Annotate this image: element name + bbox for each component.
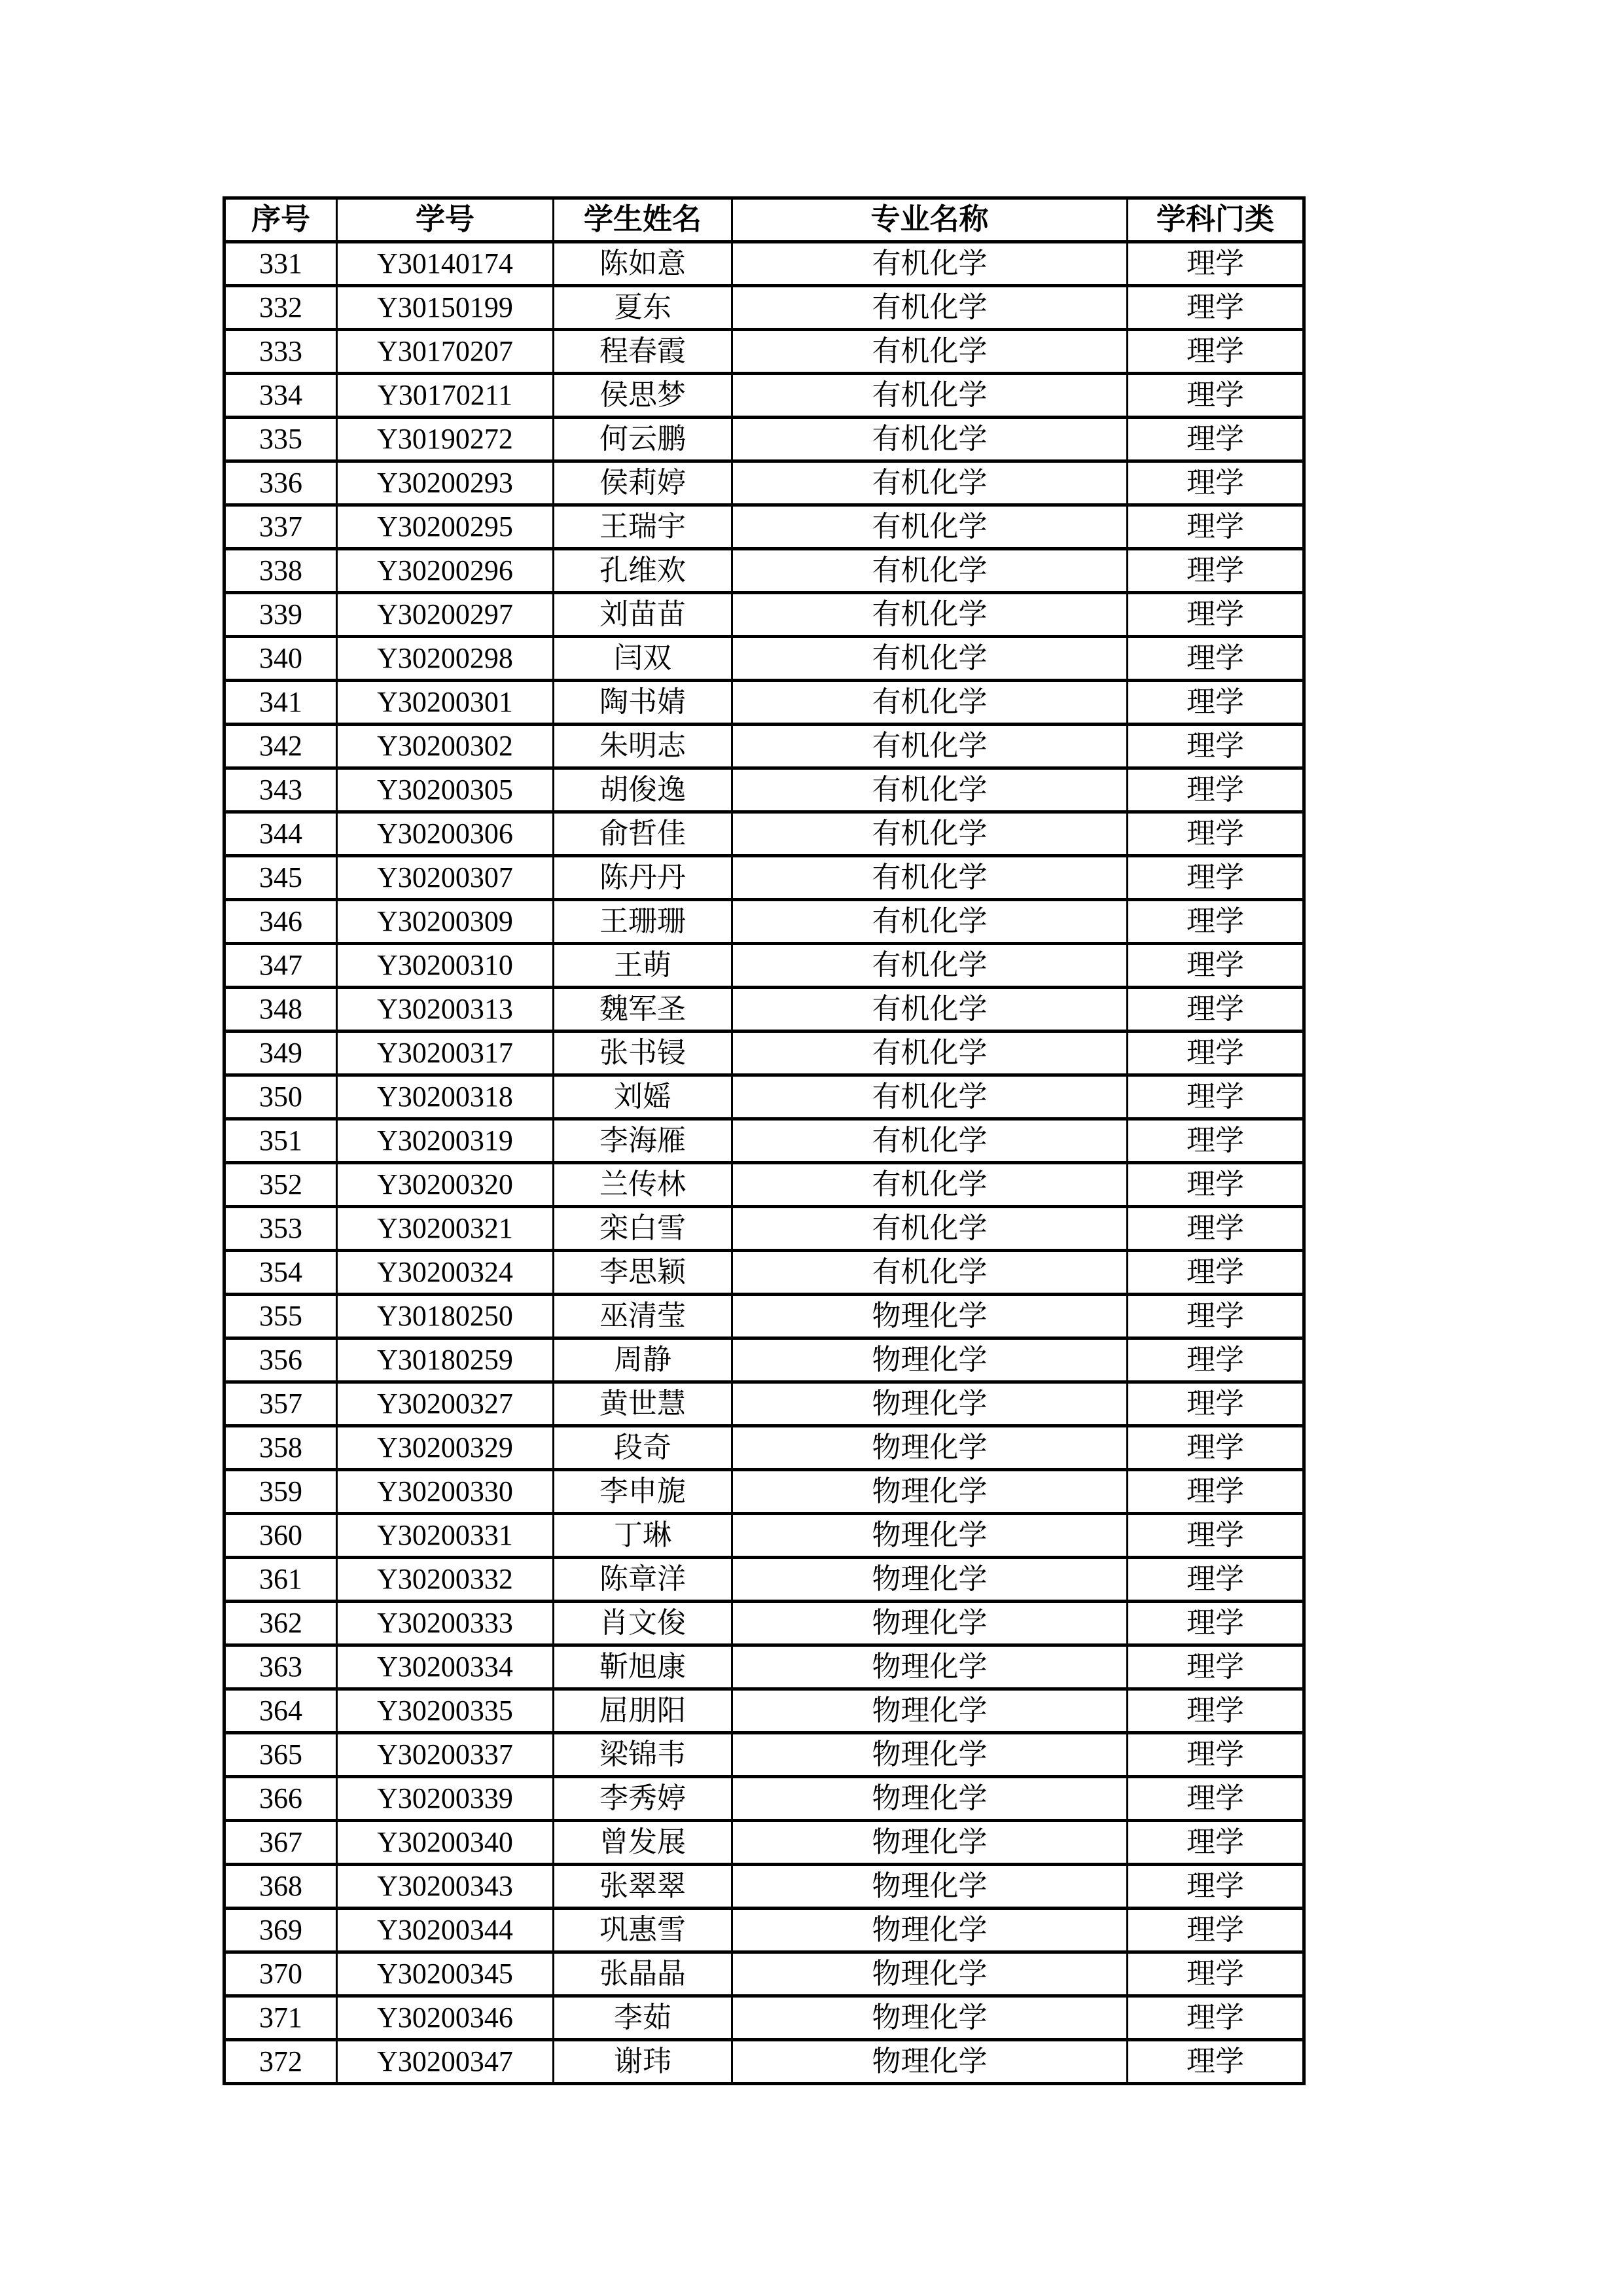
cell-student-name: 闫双 — [554, 637, 732, 681]
cell-student-name: 魏军圣 — [554, 988, 732, 1031]
cell-discipline: 理学 — [1128, 1952, 1304, 1996]
cell-student-id: Y30200344 — [337, 1909, 554, 1952]
cell-discipline: 理学 — [1128, 1733, 1304, 1777]
cell-discipline: 理学 — [1128, 1426, 1304, 1470]
cell-serial: 360 — [224, 1514, 337, 1558]
table-row — [224, 637, 1304, 681]
cell-major: 有机化学 — [732, 461, 1128, 505]
cell-student-id: Y30200337 — [337, 1733, 554, 1777]
cell-serial: 368 — [224, 1865, 337, 1909]
cell-major: 有机化学 — [732, 374, 1128, 418]
cell-serial: 352 — [224, 1163, 337, 1207]
cell-student-name: 陈章洋 — [554, 1558, 732, 1602]
cell-discipline: 理学 — [1128, 1119, 1304, 1163]
column-header-major: 专业名称 — [732, 198, 1128, 242]
cell-student-name: 曾发展 — [554, 1821, 732, 1865]
cell-serial: 347 — [224, 944, 337, 988]
cell-student-name: 王瑞宇 — [554, 505, 732, 549]
cell-major: 有机化学 — [732, 1119, 1128, 1163]
column-header-discipline: 学科门类 — [1128, 198, 1304, 242]
table-row — [224, 242, 1304, 286]
cell-student-id: Y30200306 — [337, 812, 554, 856]
cell-student-id: Y30200333 — [337, 1602, 554, 1645]
cell-student-id: Y30200339 — [337, 1777, 554, 1821]
table-row — [224, 330, 1304, 374]
cell-discipline: 理学 — [1128, 1865, 1304, 1909]
cell-serial: 350 — [224, 1075, 337, 1119]
cell-student-name: 李申旎 — [554, 1470, 732, 1514]
cell-major: 有机化学 — [732, 286, 1128, 330]
cell-discipline: 理学 — [1128, 505, 1304, 549]
cell-student-id: Y30200319 — [337, 1119, 554, 1163]
cell-student-id: Y30150199 — [337, 286, 554, 330]
cell-serial: 343 — [224, 768, 337, 812]
cell-student-name: 刘媱 — [554, 1075, 732, 1119]
cell-student-name: 陶书婧 — [554, 681, 732, 725]
table-row — [224, 461, 1304, 505]
cell-serial: 351 — [224, 1119, 337, 1163]
cell-serial: 349 — [224, 1031, 337, 1075]
cell-discipline: 理学 — [1128, 900, 1304, 944]
cell-student-name: 靳旭康 — [554, 1645, 732, 1689]
cell-serial: 340 — [224, 637, 337, 681]
table-row — [224, 418, 1304, 461]
cell-student-name: 周静 — [554, 1338, 732, 1382]
cell-major: 物理化学 — [732, 1865, 1128, 1909]
cell-discipline: 理学 — [1128, 637, 1304, 681]
cell-student-id: Y30200310 — [337, 944, 554, 988]
cell-discipline: 理学 — [1128, 1602, 1304, 1645]
column-header-student-id: 学号 — [337, 198, 554, 242]
cell-discipline: 理学 — [1128, 374, 1304, 418]
cell-student-id: Y30200330 — [337, 1470, 554, 1514]
table-row — [224, 2040, 1304, 2084]
cell-major: 物理化学 — [732, 1996, 1128, 2040]
cell-student-name: 王萌 — [554, 944, 732, 988]
cell-student-name: 张翠翠 — [554, 1865, 732, 1909]
cell-discipline: 理学 — [1128, 768, 1304, 812]
cell-serial: 371 — [224, 1996, 337, 2040]
table-row — [224, 593, 1304, 637]
cell-student-id: Y30140174 — [337, 242, 554, 286]
student-roster-table — [223, 196, 1306, 2085]
cell-student-name: 侯思梦 — [554, 374, 732, 418]
cell-discipline: 理学 — [1128, 1163, 1304, 1207]
table-row — [224, 725, 1304, 768]
cell-student-name: 李茹 — [554, 1996, 732, 2040]
cell-student-id: Y30200293 — [337, 461, 554, 505]
cell-discipline: 理学 — [1128, 1689, 1304, 1733]
cell-major: 有机化学 — [732, 725, 1128, 768]
cell-discipline: 理学 — [1128, 1295, 1304, 1338]
table-row — [224, 1514, 1304, 1558]
cell-serial: 372 — [224, 2040, 337, 2084]
table-row — [224, 374, 1304, 418]
cell-major: 物理化学 — [732, 1382, 1128, 1426]
table-row — [224, 900, 1304, 944]
table-row — [224, 1733, 1304, 1777]
cell-major: 有机化学 — [732, 1251, 1128, 1295]
cell-student-id: Y30170207 — [337, 330, 554, 374]
cell-major: 有机化学 — [732, 856, 1128, 900]
cell-student-id: Y30200327 — [337, 1382, 554, 1426]
cell-student-name: 丁琳 — [554, 1514, 732, 1558]
cell-student-name: 张书锓 — [554, 1031, 732, 1075]
cell-discipline: 理学 — [1128, 418, 1304, 461]
cell-major: 有机化学 — [732, 768, 1128, 812]
cell-student-id: Y30180259 — [337, 1338, 554, 1382]
table-row — [224, 1207, 1304, 1251]
cell-serial: 339 — [224, 593, 337, 637]
table-row — [224, 856, 1304, 900]
cell-major: 物理化学 — [732, 2040, 1128, 2084]
cell-student-id: Y30200305 — [337, 768, 554, 812]
cell-student-id: Y30200347 — [337, 2040, 554, 2084]
table-row — [224, 1602, 1304, 1645]
cell-major: 物理化学 — [732, 1558, 1128, 1602]
cell-student-id: Y30200345 — [337, 1952, 554, 1996]
cell-serial: 364 — [224, 1689, 337, 1733]
cell-discipline: 理学 — [1128, 1909, 1304, 1952]
cell-serial: 365 — [224, 1733, 337, 1777]
column-header-serial: 序号 — [224, 198, 337, 242]
cell-serial: 342 — [224, 725, 337, 768]
cell-student-name: 陈丹丹 — [554, 856, 732, 900]
cell-discipline: 理学 — [1128, 2040, 1304, 2084]
table-row — [224, 1689, 1304, 1733]
cell-major: 物理化学 — [732, 1689, 1128, 1733]
cell-discipline: 理学 — [1128, 1382, 1304, 1426]
cell-major: 物理化学 — [732, 1338, 1128, 1382]
table-row — [224, 1163, 1304, 1207]
cell-student-id: Y30200302 — [337, 725, 554, 768]
cell-major: 有机化学 — [732, 1031, 1128, 1075]
cell-major: 有机化学 — [732, 1207, 1128, 1251]
cell-major: 物理化学 — [732, 1602, 1128, 1645]
cell-serial: 353 — [224, 1207, 337, 1251]
cell-student-id: Y30200321 — [337, 1207, 554, 1251]
cell-serial: 358 — [224, 1426, 337, 1470]
cell-major: 有机化学 — [732, 944, 1128, 988]
table-row — [224, 286, 1304, 330]
cell-serial: 348 — [224, 988, 337, 1031]
cell-major: 有机化学 — [732, 242, 1128, 286]
table-row — [224, 812, 1304, 856]
cell-discipline: 理学 — [1128, 1251, 1304, 1295]
cell-major: 物理化学 — [732, 1426, 1128, 1470]
cell-serial: 363 — [224, 1645, 337, 1689]
cell-major: 有机化学 — [732, 681, 1128, 725]
cell-discipline: 理学 — [1128, 1996, 1304, 2040]
table-row — [224, 1295, 1304, 1338]
cell-discipline: 理学 — [1128, 1075, 1304, 1119]
cell-student-name: 段奇 — [554, 1426, 732, 1470]
table-row — [224, 1075, 1304, 1119]
table-row — [224, 988, 1304, 1031]
cell-discipline: 理学 — [1128, 681, 1304, 725]
cell-major: 物理化学 — [732, 1821, 1128, 1865]
cell-student-name: 兰传林 — [554, 1163, 732, 1207]
cell-discipline: 理学 — [1128, 461, 1304, 505]
cell-student-id: Y30200313 — [337, 988, 554, 1031]
cell-student-name: 王珊珊 — [554, 900, 732, 944]
cell-student-id: Y30200307 — [337, 856, 554, 900]
table-row — [224, 1470, 1304, 1514]
cell-major: 有机化学 — [732, 988, 1128, 1031]
cell-serial: 331 — [224, 242, 337, 286]
cell-student-id: Y30200309 — [337, 900, 554, 944]
cell-discipline: 理学 — [1128, 1777, 1304, 1821]
cell-discipline: 理学 — [1128, 549, 1304, 593]
cell-student-name: 张晶晶 — [554, 1952, 732, 1996]
table-row — [224, 1426, 1304, 1470]
cell-major: 有机化学 — [732, 593, 1128, 637]
cell-discipline: 理学 — [1128, 1338, 1304, 1382]
column-header-name: 学生姓名 — [554, 198, 732, 242]
table-row — [224, 1777, 1304, 1821]
cell-serial: 333 — [224, 330, 337, 374]
table-header-row — [224, 198, 1304, 242]
table-row — [224, 1558, 1304, 1602]
cell-major: 物理化学 — [732, 1514, 1128, 1558]
cell-student-name: 程春霞 — [554, 330, 732, 374]
cell-student-name: 李秀婷 — [554, 1777, 732, 1821]
cell-student-id: Y30180250 — [337, 1295, 554, 1338]
cell-student-id: Y30200346 — [337, 1996, 554, 2040]
cell-discipline: 理学 — [1128, 1558, 1304, 1602]
cell-major: 物理化学 — [732, 1733, 1128, 1777]
table-row — [224, 1821, 1304, 1865]
cell-serial: 370 — [224, 1952, 337, 1996]
cell-serial: 367 — [224, 1821, 337, 1865]
cell-major: 有机化学 — [732, 1163, 1128, 1207]
cell-student-name: 肖文俊 — [554, 1602, 732, 1645]
table-row — [224, 1382, 1304, 1426]
cell-major: 物理化学 — [732, 1952, 1128, 1996]
table-row — [224, 1031, 1304, 1075]
cell-discipline: 理学 — [1128, 1470, 1304, 1514]
cell-discipline: 理学 — [1128, 593, 1304, 637]
cell-serial: 362 — [224, 1602, 337, 1645]
cell-serial: 354 — [224, 1251, 337, 1295]
cell-student-name: 俞哲佳 — [554, 812, 732, 856]
cell-discipline: 理学 — [1128, 856, 1304, 900]
cell-serial: 337 — [224, 505, 337, 549]
table-row — [224, 768, 1304, 812]
cell-student-id: Y30170211 — [337, 374, 554, 418]
table-body — [224, 242, 1304, 2084]
cell-student-name: 侯莉婷 — [554, 461, 732, 505]
cell-discipline: 理学 — [1128, 1645, 1304, 1689]
cell-student-id: Y30200317 — [337, 1031, 554, 1075]
table-row — [224, 681, 1304, 725]
cell-major: 物理化学 — [732, 1909, 1128, 1952]
cell-serial: 334 — [224, 374, 337, 418]
cell-student-id: Y30200296 — [337, 549, 554, 593]
cell-student-id: Y30200332 — [337, 1558, 554, 1602]
cell-serial: 336 — [224, 461, 337, 505]
cell-student-id: Y30200301 — [337, 681, 554, 725]
cell-student-id: Y30200318 — [337, 1075, 554, 1119]
cell-serial: 366 — [224, 1777, 337, 1821]
cell-discipline: 理学 — [1128, 1514, 1304, 1558]
cell-student-name: 李思颖 — [554, 1251, 732, 1295]
cell-discipline: 理学 — [1128, 725, 1304, 768]
cell-student-name: 何云鹏 — [554, 418, 732, 461]
cell-major: 有机化学 — [732, 1075, 1128, 1119]
cell-major: 有机化学 — [732, 812, 1128, 856]
table-row — [224, 505, 1304, 549]
table-row — [224, 1645, 1304, 1689]
table-row — [224, 1909, 1304, 1952]
cell-major: 有机化学 — [732, 505, 1128, 549]
cell-major: 物理化学 — [732, 1295, 1128, 1338]
cell-student-name: 谢玮 — [554, 2040, 732, 2084]
cell-student-name: 屈朋阳 — [554, 1689, 732, 1733]
cell-discipline: 理学 — [1128, 330, 1304, 374]
cell-student-name: 夏东 — [554, 286, 732, 330]
cell-student-name: 巩惠雪 — [554, 1909, 732, 1952]
cell-student-id: Y30200295 — [337, 505, 554, 549]
table-row — [224, 1119, 1304, 1163]
cell-discipline: 理学 — [1128, 1821, 1304, 1865]
table-row — [224, 1952, 1304, 1996]
cell-serial: 346 — [224, 900, 337, 944]
cell-major: 物理化学 — [732, 1645, 1128, 1689]
table-row — [224, 944, 1304, 988]
cell-serial: 335 — [224, 418, 337, 461]
cell-student-name: 梁锦韦 — [554, 1733, 732, 1777]
cell-student-name: 黄世慧 — [554, 1382, 732, 1426]
cell-student-name: 李海雁 — [554, 1119, 732, 1163]
cell-student-name: 栾白雪 — [554, 1207, 732, 1251]
cell-major: 有机化学 — [732, 330, 1128, 374]
cell-student-id: Y30200331 — [337, 1514, 554, 1558]
cell-major: 有机化学 — [732, 549, 1128, 593]
cell-discipline: 理学 — [1128, 286, 1304, 330]
cell-serial: 338 — [224, 549, 337, 593]
cell-serial: 344 — [224, 812, 337, 856]
cell-serial: 341 — [224, 681, 337, 725]
cell-major: 物理化学 — [732, 1470, 1128, 1514]
cell-student-id: Y30200298 — [337, 637, 554, 681]
cell-serial: 359 — [224, 1470, 337, 1514]
cell-student-id: Y30200335 — [337, 1689, 554, 1733]
cell-major: 有机化学 — [732, 418, 1128, 461]
cell-student-id: Y30200343 — [337, 1865, 554, 1909]
table-row — [224, 1865, 1304, 1909]
cell-major: 有机化学 — [732, 900, 1128, 944]
cell-discipline: 理学 — [1128, 242, 1304, 286]
cell-student-name: 朱明志 — [554, 725, 732, 768]
cell-student-name: 巫清莹 — [554, 1295, 732, 1338]
cell-discipline: 理学 — [1128, 1207, 1304, 1251]
cell-student-id: Y30200329 — [337, 1426, 554, 1470]
cell-major: 有机化学 — [732, 637, 1128, 681]
table-row — [224, 549, 1304, 593]
cell-serial: 361 — [224, 1558, 337, 1602]
table-row — [224, 1251, 1304, 1295]
cell-serial: 369 — [224, 1909, 337, 1952]
table-row — [224, 1996, 1304, 2040]
cell-serial: 356 — [224, 1338, 337, 1382]
cell-discipline: 理学 — [1128, 988, 1304, 1031]
cell-discipline: 理学 — [1128, 1031, 1304, 1075]
cell-student-name: 刘苗苗 — [554, 593, 732, 637]
cell-student-name: 孔维欢 — [554, 549, 732, 593]
cell-student-id: Y30200324 — [337, 1251, 554, 1295]
cell-student-id: Y30200340 — [337, 1821, 554, 1865]
cell-serial: 357 — [224, 1382, 337, 1426]
cell-student-name: 胡俊逸 — [554, 768, 732, 812]
cell-serial: 345 — [224, 856, 337, 900]
cell-major: 物理化学 — [732, 1777, 1128, 1821]
cell-serial: 332 — [224, 286, 337, 330]
cell-discipline: 理学 — [1128, 812, 1304, 856]
cell-student-id: Y30200297 — [337, 593, 554, 637]
cell-student-id: Y30200320 — [337, 1163, 554, 1207]
cell-student-id: Y30190272 — [337, 418, 554, 461]
cell-student-id: Y30200334 — [337, 1645, 554, 1689]
cell-discipline: 理学 — [1128, 944, 1304, 988]
table-row — [224, 1338, 1304, 1382]
cell-serial: 355 — [224, 1295, 337, 1338]
cell-student-name: 陈如意 — [554, 242, 732, 286]
